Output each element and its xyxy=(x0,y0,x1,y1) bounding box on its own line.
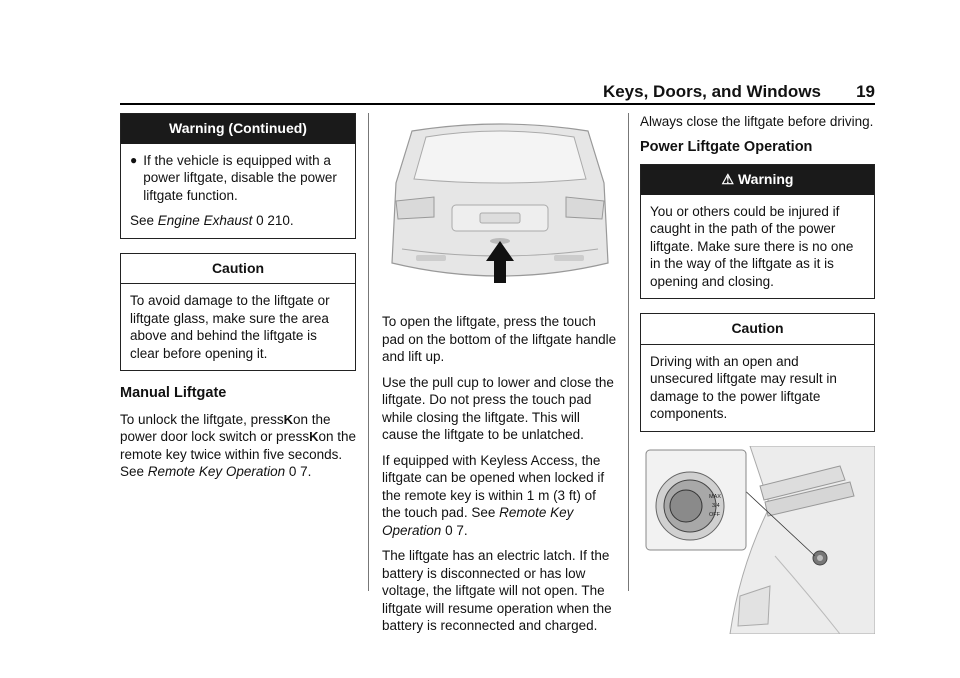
engine-exhaust-link[interactable]: Engine Exhaust xyxy=(157,213,253,228)
power-liftgate-heading: Power Liftgate Operation xyxy=(640,138,813,155)
paragraph: The liftgate has an electric latch. If the battery is disconnected or has low voltage, the liftgate will not open. The liftgate will resume operation when the battery is reconnected and charged. xyxy=(382,548,612,633)
caution-box xyxy=(640,313,875,432)
column-2 xyxy=(382,113,618,643)
page-number: 19 xyxy=(856,82,875,101)
see-reference: See Engine Exhaust 0 210. xyxy=(130,213,294,228)
section-title: Keys, Doors, and Windows xyxy=(602,82,821,101)
paragraph: To open the liftgate, press the touch pad on the bottom of the liftgate handle and lift up. xyxy=(382,314,617,364)
knob-label-max: MAX xyxy=(709,493,721,500)
warning-bullet: ● If the vehicle is equipped with a power liftgate, disable the power liftgate function. xyxy=(130,152,337,203)
warning-heading: Warning (Continued) xyxy=(121,114,355,144)
warning-triangle-icon: ⚠ xyxy=(721,171,735,187)
remote-key-operation-link[interactable]: Remote Key Operation xyxy=(382,505,574,538)
caution-heading: Caution xyxy=(121,254,355,285)
knob-label-off: OFF xyxy=(709,511,720,518)
column-1 xyxy=(120,113,356,489)
unlock-key-icon: K xyxy=(309,429,319,444)
manual-liftgate-heading: Manual Liftgate xyxy=(120,385,227,401)
caution-text: To avoid damage to the liftgate or liftgate glass, make sure the area above and behind the liftgate is clear before opening it. xyxy=(130,293,330,361)
bullet-icon: ● xyxy=(130,152,138,167)
unlock-key-icon: K xyxy=(283,411,293,427)
liftgate-illustration xyxy=(382,113,618,303)
header-rule xyxy=(120,103,875,105)
caution-text: Driving with an open and unsecured liftgate may result in damage to the power liftgate components. xyxy=(650,353,837,421)
paragraph: If equipped with Keyless Access, the liftgate can be opened when locked if the remote key is within 1 m (3 ft) of the touch pad. See Remote Key Operation 0 7. xyxy=(382,452,605,538)
warning-box xyxy=(640,164,875,299)
warning-box-continued xyxy=(120,113,356,239)
knob-label-34: 3/4 xyxy=(712,502,720,509)
liftgate-switch-illustration xyxy=(640,446,875,634)
warning-text: You or others could be injured if caught in the path of the power liftgate. Make sure there is no one in the way of the liftgate as it is opening and closing. xyxy=(650,203,854,289)
paragraph: Use the pull cup to lower and close the liftgate. Do not press the touch pad while closing the liftgate. This will cause the liftgate to be unlatched. xyxy=(382,374,614,442)
manual-liftgate-text: To unlock the liftgate, pressKon the power door lock switch or pressKon the remote key twice within five seconds. See Remote Key Operation 0 7. xyxy=(120,411,357,479)
remote-key-operation-link[interactable]: Remote Key Operation xyxy=(147,464,286,479)
column-divider xyxy=(368,113,369,591)
warning-heading: ⚠ Warning xyxy=(641,165,874,195)
column-divider xyxy=(628,113,629,591)
caution-heading: Caution xyxy=(641,314,874,345)
column-3 xyxy=(640,113,875,634)
paragraph: Always close the liftgate before driving. xyxy=(640,114,874,129)
page-header xyxy=(120,82,875,102)
caution-box xyxy=(120,253,356,372)
